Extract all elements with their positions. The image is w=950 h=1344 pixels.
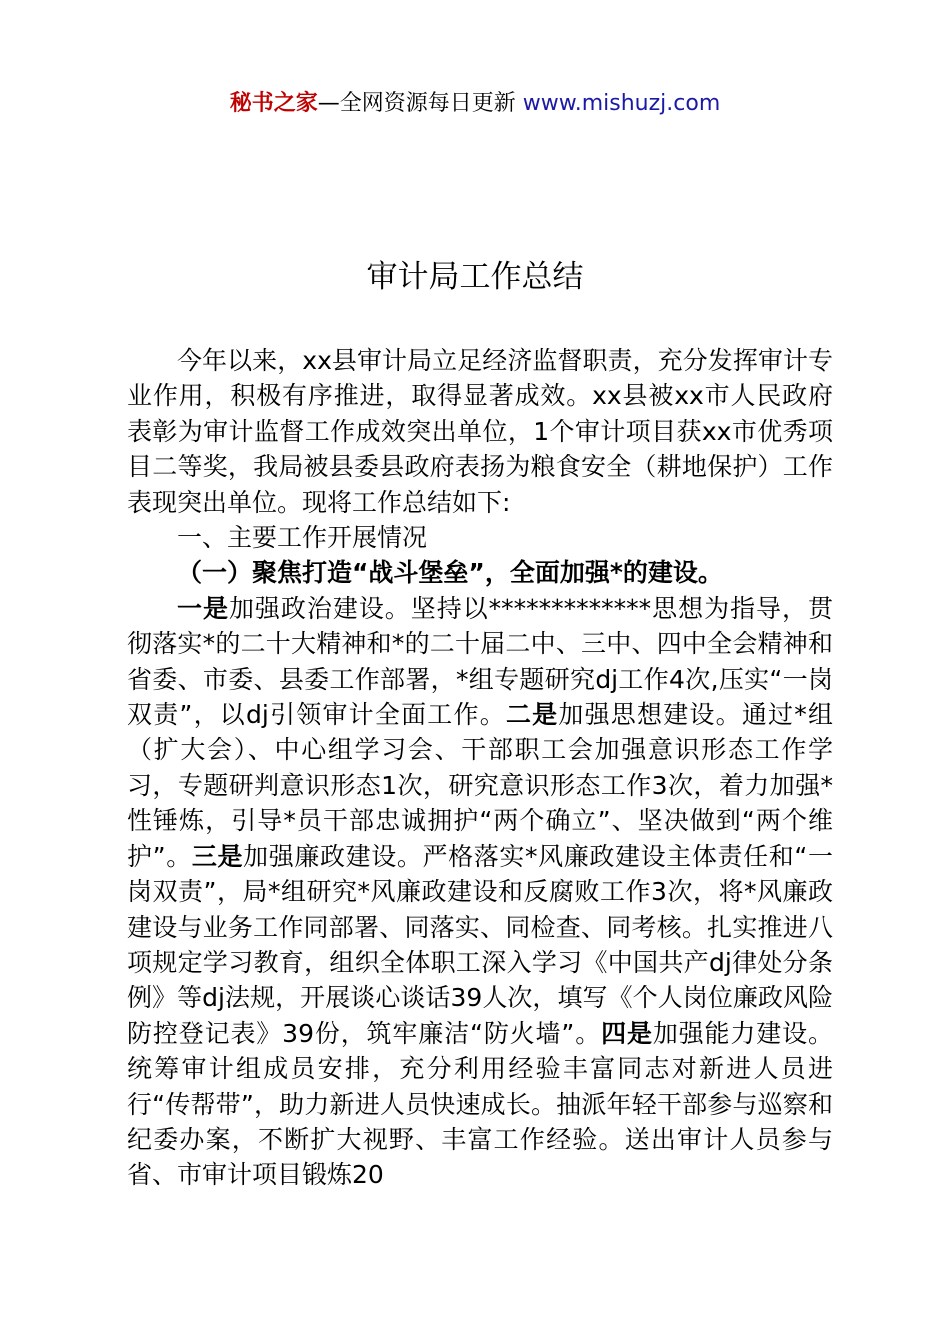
subsection-heading: （一）聚焦打造“战斗堡垒”，全面加强*的建设。 xyxy=(177,558,723,588)
work-paragraph xyxy=(127,591,833,1193)
section-heading: 一、主要工作开展情况 xyxy=(177,523,428,553)
paragraph-text-2: 加强思想建设。通过*组（扩大会）、中心组学习会、干部职工会加强意识形态工作学习，专题研判意识形态1次，研究意识形态工作3次，着力加强*性锤炼，引导*员干部忠诚拥护“两个确立”、坚决做到“两个维护”。 xyxy=(127,700,833,871)
document-body xyxy=(127,343,833,1193)
site-url-link[interactable]: www.mishuzj.com xyxy=(522,91,721,116)
lead-phrase-1: 一是 xyxy=(177,593,229,623)
document-title: 审计局工作总结 xyxy=(366,259,584,295)
site-header xyxy=(0,86,950,122)
lead-phrase-4: 四是 xyxy=(601,1018,653,1048)
intro-paragraph: 今年以来，xx县审计局立足经济监督职责，充分发挥审计专业作用，积极有序推进，取得显著成效。xx县被xx市人民政府表彰为审计监督工作成效突出单位，1个审计项目获xx市优秀项目二等奖，我局被县委县政府表扬为粮食安全（耕地保护）工作表现突出单位。现将工作总结如下: xyxy=(127,346,833,517)
lead-phrase-2: 二是 xyxy=(505,700,559,730)
paragraph-text-4: 加强能力建设。统筹审计组成员安排，充分利用经验丰富同志对新进人员进行“传帮带”，助力新进人员快速成长。抽派年轻干部参与巡察和纪委办案，不断扩大视野、丰富工作经验。送出审计人员参与省、市审计项目锻炼20 xyxy=(127,1018,833,1190)
site-brand: 秘书之家 xyxy=(229,91,318,116)
site-tagline: —全网资源每日更新 xyxy=(317,91,516,116)
paragraph-text-3: 加强廉政建设。严格落实*风廉政建设主体责任和“一岗双责”，局*组研究*风廉政建设和反腐败工作3次，将*风廉政建设与业务工作同部署、同落实、同检查、同考核。扎实推进八项规定学习教育，组织全体职工深入学习《中国共产dj律处分条例》等dj法规，开展谈心谈话39人次，填写《个人岗位廉政风险防控登记表》39份，筑牢廉洁“防火墙”。 xyxy=(127,841,833,1048)
lead-phrase-3: 三是 xyxy=(191,841,244,871)
paragraph-text-1: 加强政治建设。坚持以*************思想为指导，贯彻落实*的二十大精神和*的二十届二中、三中、四中全会精神和省委、市委、县委工作部署，*组专题研究dj工作4次,压实“一岗双责”，以dj引领审计全面工作。 xyxy=(127,593,833,730)
